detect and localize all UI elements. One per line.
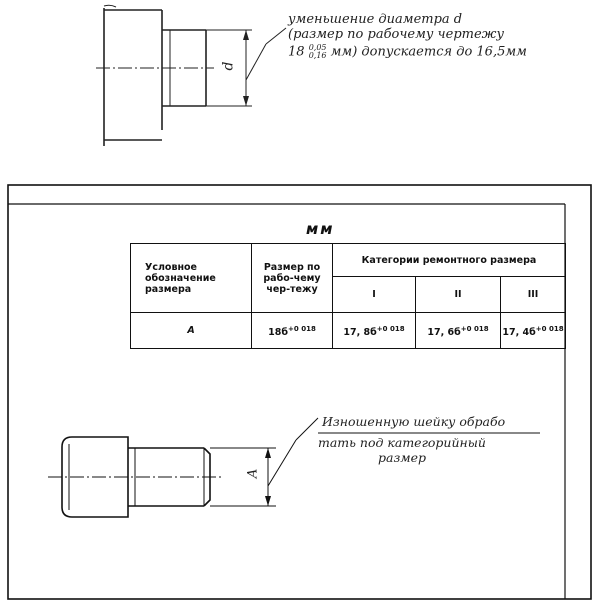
top-note-tol-top: 0,05 — [308, 43, 327, 52]
header-category-3: III — [501, 277, 566, 313]
bottom-note-line3: размер — [378, 450, 427, 465]
top-dim-letter: d — [220, 61, 237, 71]
top-note-limit: мм) допускается до 16,5мм — [330, 44, 527, 60]
top-note-line1: уменьшение диаметра d — [288, 12, 463, 27]
cell-category-2-base: 17, 6б — [427, 326, 461, 338]
table-unit: мм — [306, 220, 335, 238]
top-note-line2: (размер по рабочему чертежу — [288, 27, 504, 42]
header-drawing-size: Размер по рабо-чему чер-тежу — [252, 244, 333, 313]
bottom-note — [318, 414, 562, 465]
cell-drawing-size-tol: +0 018 — [288, 324, 316, 333]
top-note-tol-bottom: 0,16 — [308, 51, 327, 60]
table-row — [131, 313, 566, 349]
top-note — [288, 12, 588, 60]
header-category-2: II — [416, 277, 501, 313]
cell-category-1-base: 17, 8б — [343, 326, 377, 338]
bottom-dim-letter: А — [245, 468, 261, 479]
repair-size-table — [130, 243, 566, 349]
cell-category-3-base: 17, 4б — [502, 326, 536, 338]
cell-designation: А — [131, 313, 252, 349]
cell-category-2 — [416, 313, 501, 349]
cell-category-3-tol: +0 018 — [535, 324, 564, 333]
top-note-size: 18 — [288, 44, 305, 60]
cell-category-3 — [501, 313, 566, 349]
cell-category-1-tol: +0 018 — [376, 324, 405, 333]
top-note-line3 — [288, 44, 588, 60]
cell-category-2-tol: +0 018 — [460, 324, 489, 333]
header-category-1: I — [333, 277, 416, 313]
top-shaft-drawing — [96, 5, 286, 146]
top-note-tolerance — [309, 44, 327, 60]
bottom-note-line2: тать под категорийный — [318, 435, 486, 450]
cell-category-1 — [333, 313, 416, 349]
bottom-note-line1: Изношенную шейку обрабо — [322, 414, 506, 429]
header-designation: Условное обозначение размера — [131, 244, 252, 313]
cell-drawing-size — [252, 313, 333, 349]
cell-drawing-size-base: 18б — [268, 326, 289, 338]
header-categories: Категории ремонтного размера — [333, 244, 566, 277]
